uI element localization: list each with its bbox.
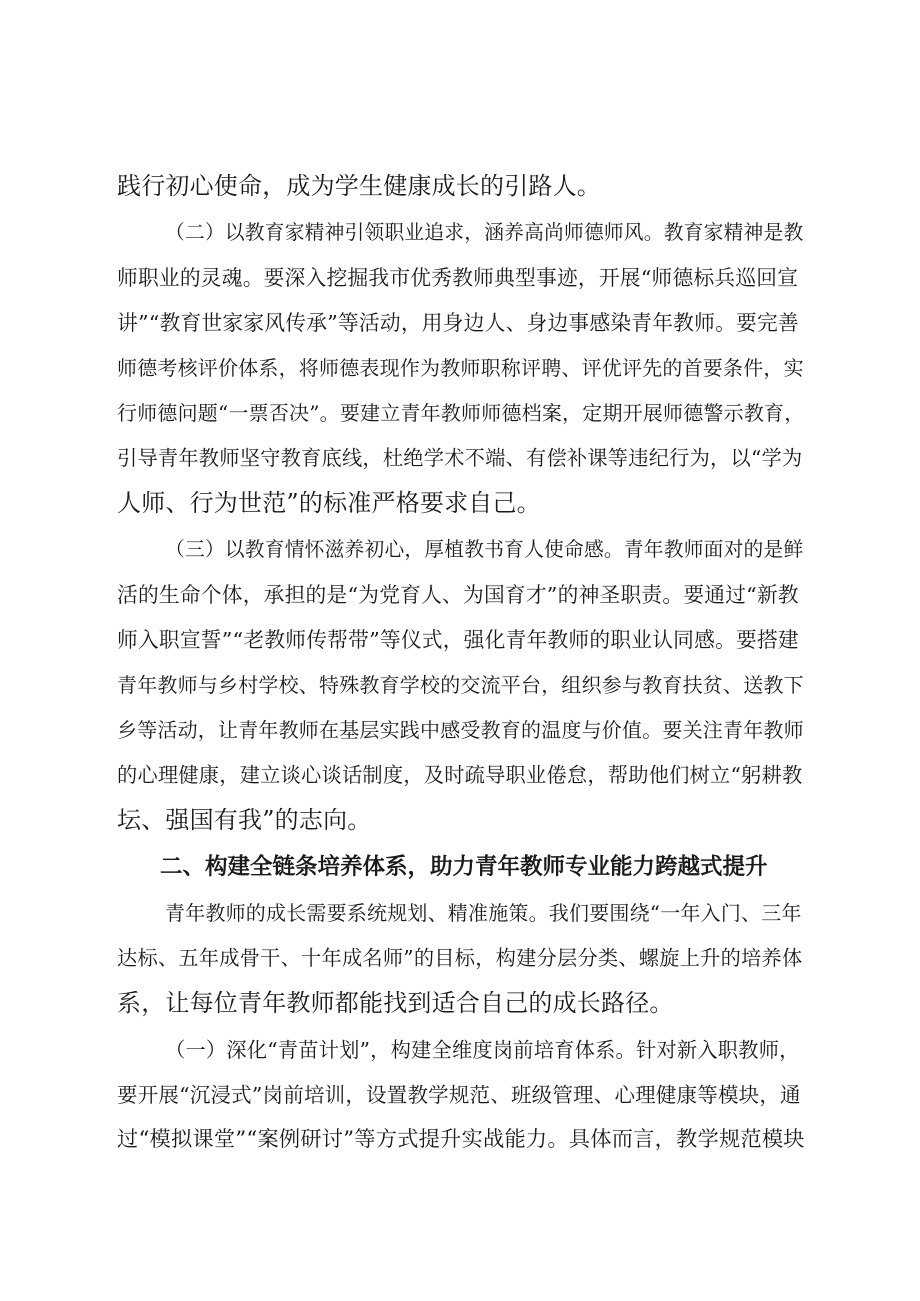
text-line: 师职业的灵魂。要深入挖掘我市优秀教师典型事迹，开展“师德标兵巡回宣: [117, 266, 799, 290]
text-line: 坛、强国有我”的志向。: [117, 806, 372, 834]
section-heading: 二、构建全链条培养体系，助力青年教师专业能力跨越式提升: [160, 854, 768, 880]
paragraph-first-line: （一）深化“青苗计划”，构建全维度岗前培育体系。针对新入职教师，: [165, 1038, 800, 1062]
text-line: 引导青年教师坚守教育底线，杜绝学术不端、有偿补课等违纪行为，以“学为: [117, 446, 803, 470]
text-line: 系，让每位青年教师都能找到适合自己的成长路径。: [117, 989, 674, 1017]
text-line: 师入职宣誓”“老教师传帮带”等仪式，强化青年教师的职业认同感。要搭建: [117, 628, 799, 652]
text-line: 践行初心使命，成为学生健康成长的引路人。: [117, 172, 601, 200]
paragraph-first-line: 青年教师的成长需要系统规划、精准施策。我们要围绕“一年入门、三年: [165, 901, 802, 925]
text-line: 达标、五年成骨干、十年成名师”的目标，构建分层分类、螺旋上升的培养体: [117, 946, 803, 970]
text-line: 的心理健康，建立谈心谈话制度，及时疏导职业倦怠，帮助他们树立“躬耕教: [117, 763, 803, 787]
text-line: 师德考核评价体系，将师德表现作为教师职称评聘、评优评先的首要条件，实: [117, 356, 804, 380]
paragraph-first-line: （三）以教育情怀滋养初心，厚植教书育人使命感。青年教师面对的是鲜: [165, 538, 804, 561]
paragraph-first-line: （二）以教育家精神引领职业追求，涵养高尚师德师风。教育家精神是教: [165, 221, 804, 244]
text-line: 要开展“沉浸式”岗前培训，设置教学规范、班级管理、心理健康等模块，通: [117, 1083, 801, 1107]
text-line: 乡等活动，让青年教师在基层实践中感受教育的温度与价值。要关注青年教师: [117, 718, 804, 742]
text-line: 讲”“教育世家家风传承”等活动，用身边人、身边事感染青年教师。要完善: [117, 311, 799, 335]
text-line: 活的生命个体，承担的是“为党育人、为国育才”的神圣职责。要通过“新教: [117, 583, 799, 607]
text-line: 人师、行为世范”的标准严格要求自己。: [117, 489, 541, 517]
text-line: 青年教师与乡村学校、特殊教育学校的交流平台，组织参与教育扶贫、送教下: [117, 673, 804, 697]
text-line: 过“模拟课堂”“案例研讨”等方式提升实战能力。具体而言，教学规范模块: [117, 1127, 805, 1152]
text-line: 行师德问题“一票否决”。要建立青年教师师德档案，定期开展师德警示教育，: [117, 401, 805, 425]
